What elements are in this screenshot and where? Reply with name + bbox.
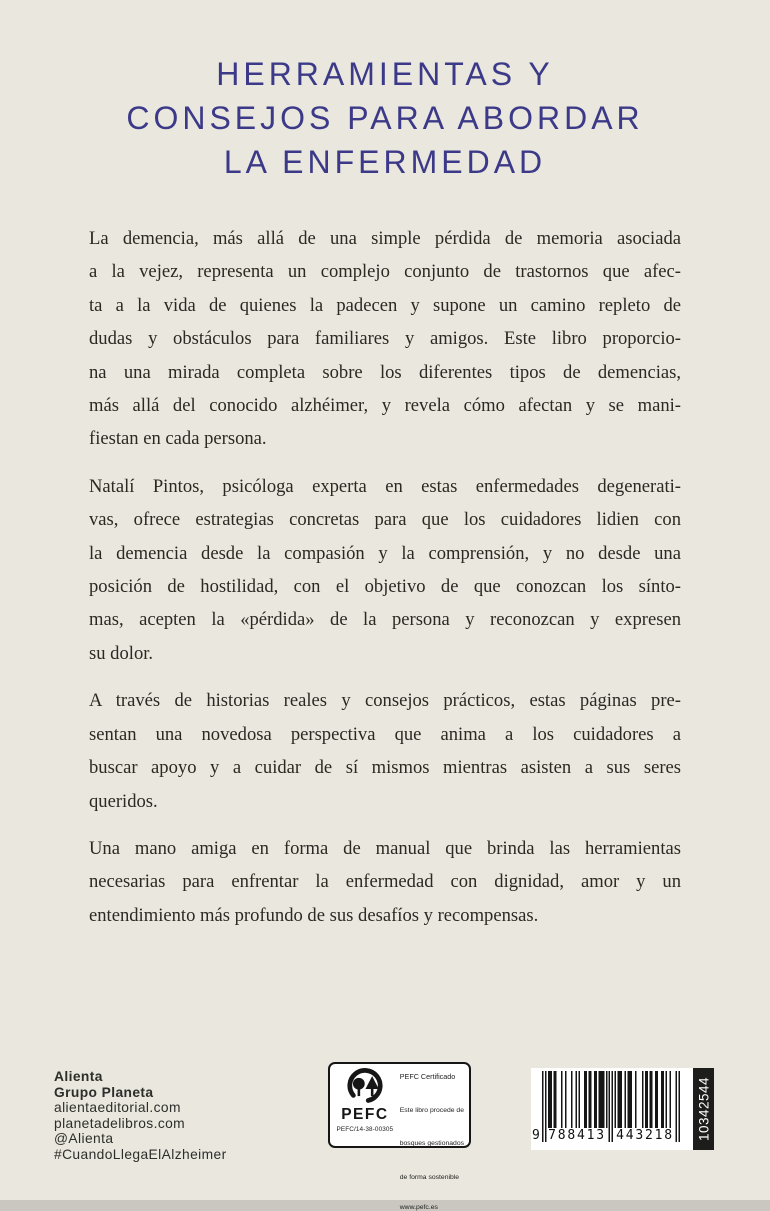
publisher-name: Alienta xyxy=(54,1069,103,1084)
publisher-social-handle: @Alienta xyxy=(54,1131,114,1147)
text-line: A través de historias reales y consejos prácticos, estas páginas pre- xyxy=(89,690,681,712)
synopsis xyxy=(89,222,681,946)
pefc-certification-label xyxy=(328,1062,471,1211)
tagline-line-1: HERRAMIENTAS Y xyxy=(216,56,554,92)
text-line: La demencia, más allá de una simple pérdida de memoria asociada xyxy=(89,228,681,249)
text-line: queridos. xyxy=(89,790,158,812)
barcode-block xyxy=(531,1068,714,1150)
isbn-right-group: 443218 xyxy=(616,1128,674,1143)
tagline xyxy=(0,52,770,184)
synopsis-paragraph-3 xyxy=(89,684,681,818)
pefc-logo-column xyxy=(336,1069,394,1142)
isbn-prefix-digit: 9 xyxy=(532,1128,542,1143)
text-line: mas, acepten la «pérdida» de la persona y reconozcan y expresen xyxy=(89,609,681,631)
product-code: 10342544 xyxy=(696,1076,711,1142)
text-line: bosques gestionados xyxy=(399,1140,464,1148)
ean13-barcode xyxy=(531,1068,693,1150)
publisher-hashtag: #CuandoLlegaElAlzheimer xyxy=(54,1146,227,1162)
text-line: ta a la vida de quienes la padecen y supone un camino repleto de xyxy=(89,294,681,316)
pefc-logo-text: PEFC xyxy=(341,1106,389,1123)
pefc-title: PEFC Certificado xyxy=(399,1072,456,1081)
text-line: entendimiento más profundo de sus desafíos y recompensas. xyxy=(89,904,539,926)
text-line: fiestan en cada persona. xyxy=(89,428,267,450)
text-line: sentan una novedosa perspectiva que anima a los cuidadores a xyxy=(89,723,681,745)
pefc-url: www.pefc.es xyxy=(399,1204,438,1211)
publisher-website: alientaeditorial.com xyxy=(54,1100,181,1116)
isbn-left-group: 788413 xyxy=(548,1128,606,1143)
publisher-group: Grupo Planeta xyxy=(54,1084,154,1100)
synopsis-paragraph-4 xyxy=(89,832,681,932)
publisher-block xyxy=(54,1069,227,1163)
pefc-cert-number: PEFC/14-38-00305 xyxy=(336,1126,394,1133)
pefc-description xyxy=(400,1094,464,1194)
text-line: su dolor. xyxy=(89,642,154,664)
text-line: Este libro procede de xyxy=(399,1107,464,1114)
text-line: dudas y obstáculos para familiares y amigos. Este libro proporcio- xyxy=(89,328,681,350)
pefc-trees-icon xyxy=(343,1069,387,1107)
tagline-line-3: LA ENFERMEDAD xyxy=(223,144,547,180)
text-line: a la vejez, representa un complejo conjunto de trastornos que afec- xyxy=(89,261,681,283)
text-line: más allá del conocido alzhéimer, y revela cómo afectan y se mani- xyxy=(89,395,681,417)
text-line: Una mano amiga en forma de manual que brinda las herramientas xyxy=(89,837,681,859)
publisher-website-2: planetadelibros.com xyxy=(54,1115,186,1131)
text-line: na una mirada completa sobre los diferentes tipos de demencias, xyxy=(89,361,681,383)
text-line: la demencia desde la compasión y la comprensión, y no desde una xyxy=(89,542,681,564)
text-line: posición de hostilidad, con el objetivo de que conozcan los sínto- xyxy=(89,576,681,598)
text-line: buscar apoyo y a cuidar de sí mismos mientras asisten a sus seres xyxy=(89,757,681,779)
pefc-text-column xyxy=(394,1069,464,1211)
text-line: de forma sostenible xyxy=(399,1173,460,1181)
text-line: necesarias para enfrentar la enfermedad con dignidad, amor y un xyxy=(89,871,681,893)
text-line: Natalí Pintos, psicóloga experta en estas enfermedades degenerati- xyxy=(89,475,681,497)
text-line: vas, ofrece estrategias concretas para que los cuidadores lidien con xyxy=(89,509,681,531)
synopsis-paragraph-2 xyxy=(89,470,681,670)
product-code-strip xyxy=(693,1068,714,1150)
tagline-line-2: CONSEJOS PARA ABORDAR xyxy=(126,100,644,136)
synopsis-paragraph-1 xyxy=(89,222,681,456)
